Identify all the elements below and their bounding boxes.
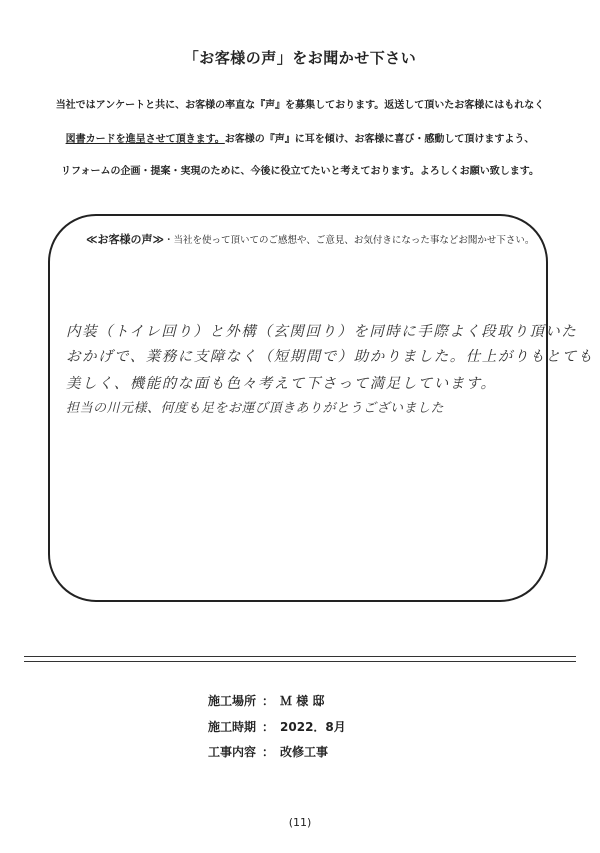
intro-line-2 xyxy=(0,135,600,145)
intro-line-2-rest: お客様の『声』に耳を傾け、お客様に喜び・感動して頂けますよう、 xyxy=(224,134,535,145)
site-label: 施工場所 xyxy=(208,694,257,708)
site-separator: ： xyxy=(262,694,275,708)
period-separator: ： xyxy=(262,720,275,734)
period-value: 2022．8月 xyxy=(280,720,346,734)
info-work xyxy=(208,743,328,760)
intro-gift-card-note: 図書カードを進呈させて頂きます。 xyxy=(65,134,225,145)
work-separator: ： xyxy=(262,745,275,759)
handwritten-line-4: 担当の川元様、何度も足をお運び頂きありがとうございました xyxy=(66,401,445,416)
work-label: 工事内容 xyxy=(208,745,257,759)
divider-line-top xyxy=(24,656,576,657)
site-value: Ｍ 様 邸 xyxy=(280,694,325,708)
customer-voice-header xyxy=(86,231,534,247)
customer-voice-label: ≪お客様の声≫ xyxy=(86,233,165,246)
page-number: (11) xyxy=(288,816,312,829)
page-title: 「お客様の声」をお聞かせ下さい xyxy=(183,49,417,67)
handwritten-line-3: 美しく、機能的な面も色々考えて下さって満足しています。 xyxy=(66,376,497,392)
work-value: 改修工事 xyxy=(280,745,329,759)
customer-voice-instruction: ・当社を使って頂いてのご感想や、ご意見、お気付きになった事などお聞かせ下さい。 xyxy=(164,235,535,246)
intro-line-1: 当社ではアンケートと共に、お客様の率直な『声』を募集しております。返送して頂いたお客様にはもれなく xyxy=(55,100,545,111)
info-period xyxy=(208,718,346,735)
intro-line-3: リフォームの企画・提案・実現のために、今後に役立てたいと考えております。よろしくお願い致します。 xyxy=(61,166,539,177)
info-site xyxy=(208,692,324,709)
period-label: 施工時期 xyxy=(208,720,257,734)
handwritten-line-2: おかげで、業務に支障なく（短期間で）助かりました。仕上がりもとても xyxy=(66,349,594,365)
divider-line-bottom xyxy=(24,661,576,662)
handwritten-line-1: 内装（トイレ回り）と外構（玄関回り）を同時に手際よく段取り頂いた xyxy=(66,324,578,340)
